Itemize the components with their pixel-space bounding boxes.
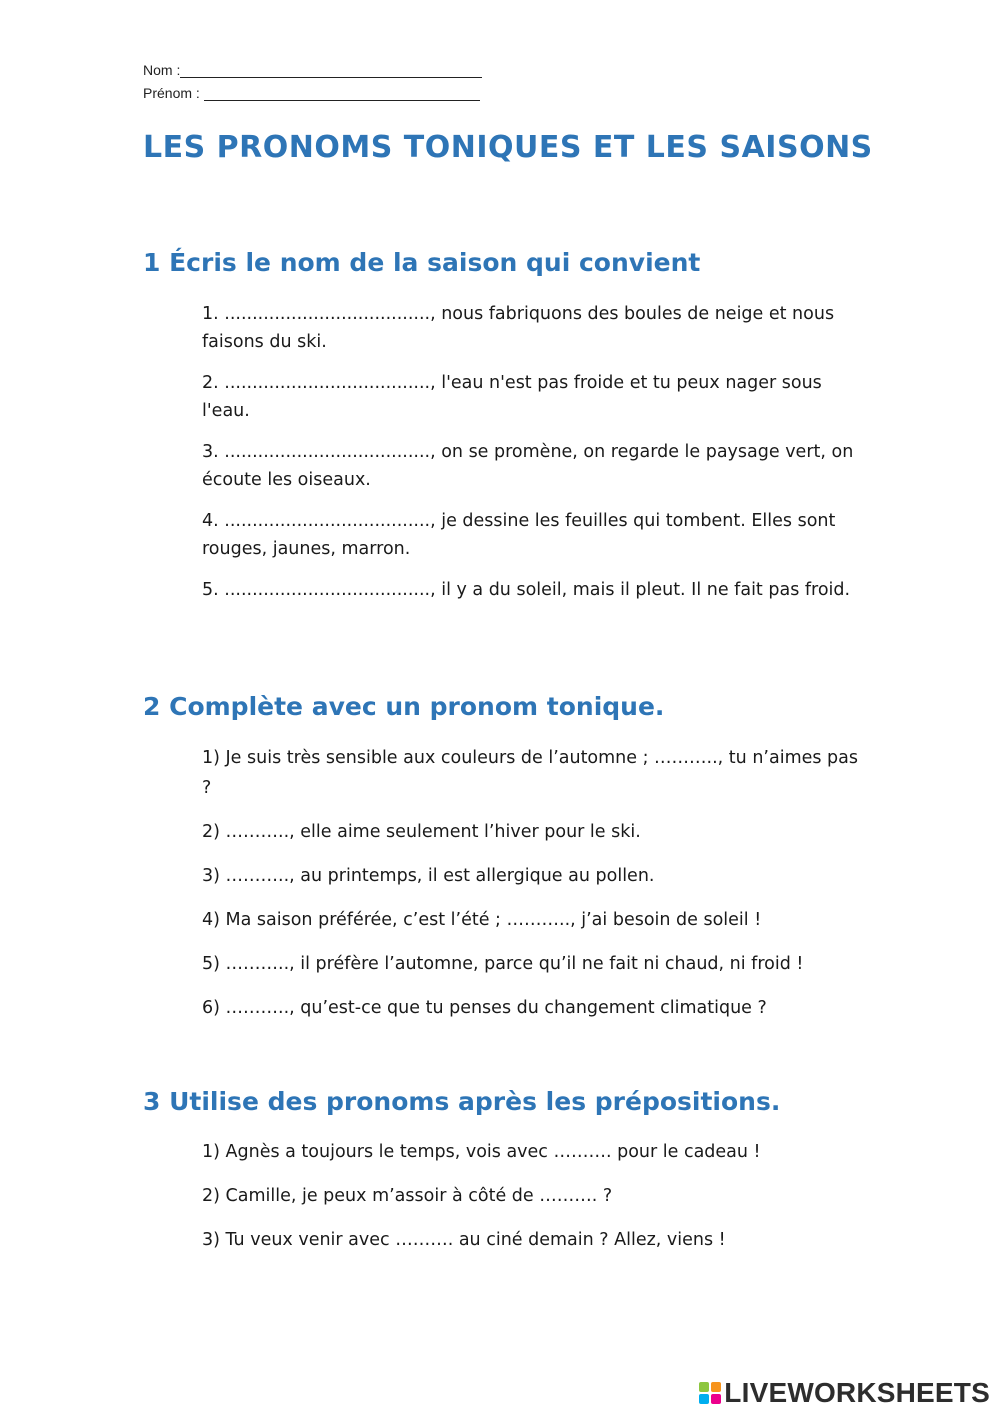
section-2-list [202,743,862,1037]
exercise-item: 1. ....................................., nous fabriquons des boules de neige et nous faisons du ski. [202,304,835,352]
exercise-item: 6) ……….., qu’est-ce que tu penses du changement climatique ? [202,998,767,1018]
exercise-item: 1) Agnès a toujours le temps, vois avec ………. pour le cadeau ! [202,1142,761,1162]
section-1-list [202,300,862,617]
exercise-item: 3) ……….., au printemps, il est allergique au pollen. [202,866,655,886]
name-label: Nom : [143,62,181,78]
exercise-item: 1) Je suis très sensible aux couleurs de l’automne ; ……….., tu n’aimes pas ? [202,748,859,798]
page-title: LES PRONOMS TONIQUES ET LES SAISONS [143,130,873,165]
exercise-item: 2) ……….., elle aime seulement l’hiver pour le ski. [202,822,641,842]
liveworksheets-logo [699,1378,990,1408]
liveworksheets-logo-icon [699,1382,721,1404]
exercise-item: 2. ....................................., l'eau n'est pas froide et tu peux nager sous l'eau. [202,373,822,421]
exercise-item: 2) Camille, je peux m’assoir à côté de ………. ? [202,1186,613,1206]
section-3-list [202,1137,862,1269]
first-name-label: Prénom : [143,85,200,101]
logo-square [711,1394,721,1404]
brand-wordmark: LIVEWORKSHEETS [724,1377,990,1408]
exercise-item: 4) Ma saison préférée, c’est l’été ; ……….., j’ai besoin de soleil ! [202,910,762,930]
exercise-item: 5) ……….., il préfère l’automne, parce qu’il ne fait ni chaud, ni froid ! [202,954,804,974]
exercise-item: 3) Tu veux venir avec ………. au ciné demain ? Allez, viens ! [202,1230,726,1250]
section-3-heading: 3 Utilise des pronoms après les prépositions. [143,1087,781,1116]
first-name-line [204,86,480,101]
logo-square [699,1382,709,1392]
name-field [143,62,482,78]
first-name-field [143,85,480,101]
section-1-heading: 1 Écris le nom de la saison qui convient [143,248,701,277]
exercise-item: 5. ....................................., il y a du soleil, mais il pleut. Il ne fait pas froid. [202,580,851,600]
logo-square [699,1394,709,1404]
section-2-heading: 2 Complète avec un pronom tonique. [143,692,665,721]
logo-square [711,1382,721,1392]
exercise-item: 4. ....................................., je dessine les feuilles qui tombent. Elles sont rouges, jaunes, marron. [202,511,836,559]
name-line [180,63,482,78]
exercise-item: 3. ....................................., on se promène, on regarde le paysage vert, on écoute les oiseaux. [202,442,854,490]
